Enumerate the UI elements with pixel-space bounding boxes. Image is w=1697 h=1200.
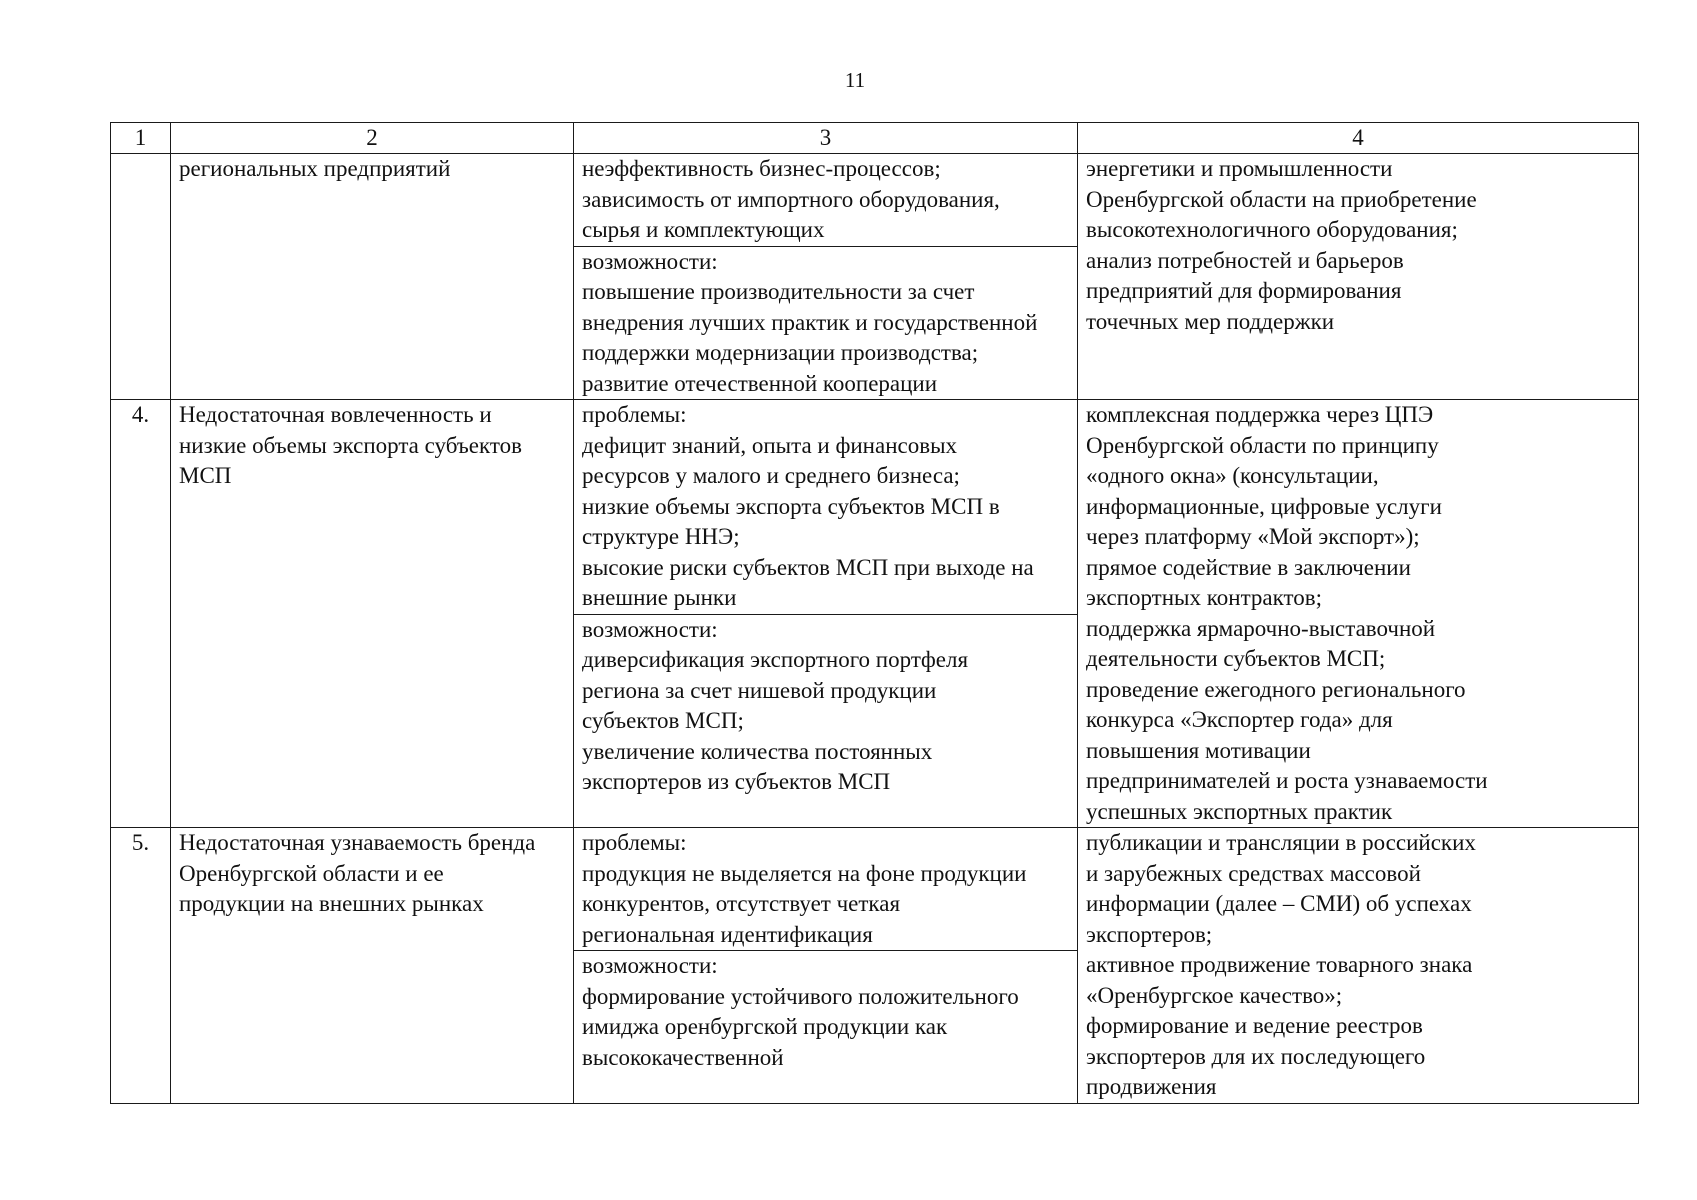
opportunities-line: увеличение количества постоянных bbox=[582, 738, 933, 764]
problems-line: региональная идентификация bbox=[582, 921, 873, 947]
measures-line: «Оренбургское качество»; bbox=[1086, 982, 1343, 1008]
title-line: региональных предприятий bbox=[179, 156, 451, 181]
header-col-1: 1 bbox=[111, 123, 171, 154]
measures-line: точечных мер поддержки bbox=[1086, 308, 1335, 334]
opportunities-line: региона за счет нишевой продукции bbox=[582, 677, 937, 703]
row-number-cell: 5. bbox=[111, 828, 171, 1104]
problems-line: неэффективность бизнес-процессов; bbox=[582, 156, 941, 181]
problems-line: конкурентов, отсутствует четкая bbox=[582, 891, 901, 916]
problems-line: проблемы: bbox=[582, 402, 687, 427]
opportunities-line: высококачественной bbox=[582, 1044, 784, 1070]
measures-table bbox=[110, 122, 1639, 1104]
measures-line: продвижения bbox=[1086, 1074, 1217, 1099]
measures-line: энергетики и промышленности bbox=[1086, 156, 1393, 181]
measures-line: проведение ежегодного регионального bbox=[1086, 676, 1466, 702]
opportunities-line: имиджа оренбургской продукции как bbox=[582, 1014, 948, 1039]
measures-line: предпринимателей и роста узнаваемости bbox=[1086, 768, 1488, 793]
title-line: низкие объемы экспорта субъектов bbox=[179, 432, 522, 458]
problems-opportunities-cell bbox=[574, 154, 1078, 400]
opportunities-line: возможности: bbox=[582, 616, 718, 642]
problems-block bbox=[574, 828, 1077, 950]
opportunities-line: возможности: bbox=[582, 953, 718, 978]
problems-line: высокие риски субъектов МСП при выходе на bbox=[582, 554, 1034, 580]
measures-line: активное продвижение товарного знака bbox=[1086, 952, 1473, 977]
row-number-cell bbox=[111, 154, 171, 400]
opportunities-line: поддержки модернизации производства; bbox=[582, 340, 979, 365]
problems-line: проблемы: bbox=[582, 830, 687, 855]
measures-line: через платформу «Мой экспорт»); bbox=[1086, 524, 1420, 549]
title-line: Недостаточная узнаваемость бренда bbox=[179, 830, 536, 855]
title-line: Оренбургской области и ее bbox=[179, 860, 444, 886]
title-line: МСП bbox=[179, 463, 232, 488]
opportunities-line: формирование устойчивого положительного bbox=[582, 983, 1019, 1009]
problems-line: ресурсов у малого и среднего бизнеса; bbox=[582, 463, 960, 488]
row-title-cell bbox=[171, 828, 574, 1104]
measures-line: публикации и трансляции в российских bbox=[1086, 830, 1476, 855]
measures-line: экспортеров; bbox=[1086, 921, 1213, 947]
measures-line: Оренбургской области на приобретение bbox=[1086, 186, 1477, 212]
measures-line: деятельности субъектов МСП; bbox=[1086, 646, 1386, 671]
row-title-cell bbox=[171, 400, 574, 828]
opportunities-line: диверсификация экспортного портфеля bbox=[582, 647, 969, 672]
header-col-2: 2 bbox=[171, 123, 574, 154]
title-line: продукции на внешних рынках bbox=[179, 891, 484, 916]
measures-line: Оренбургской области по принципу bbox=[1086, 432, 1439, 458]
opportunities-block bbox=[574, 950, 1077, 1073]
measures-line: информационные, цифровые услуги bbox=[1086, 493, 1442, 519]
measures-line: экспортных контрактов; bbox=[1086, 585, 1322, 610]
table-row bbox=[111, 828, 1639, 1104]
problems-opportunities-cell bbox=[574, 828, 1078, 1104]
problems-line: структуре ННЭ; bbox=[582, 524, 740, 549]
title-line: Недостаточная вовлеченность и bbox=[179, 402, 492, 427]
measures-cell bbox=[1078, 154, 1639, 400]
page-number: 11 bbox=[844, 68, 866, 92]
measures-line: экспортеров для их последующего bbox=[1086, 1043, 1426, 1069]
measures-line: анализ потребностей и барьеров bbox=[1086, 247, 1404, 273]
problems-line: дефицит знаний, опыта и финансовых bbox=[582, 432, 958, 458]
opportunities-line: экспортеров из субъектов МСП bbox=[582, 769, 891, 794]
problems-opportunities-cell bbox=[574, 400, 1078, 828]
measures-line: информации (далее – СМИ) об успехах bbox=[1086, 891, 1472, 916]
measures-cell bbox=[1078, 828, 1639, 1104]
problems-line: внешние рынки bbox=[582, 585, 737, 610]
problems-line: низкие объемы экспорта субъектов МСП в bbox=[582, 493, 1000, 519]
opportunities-line: развитие отечественной кооперации bbox=[582, 370, 938, 396]
measures-cell bbox=[1078, 400, 1639, 828]
opportunities-line: субъектов МСП; bbox=[582, 708, 744, 733]
opportunities-line: возможности: bbox=[582, 248, 718, 274]
problems-block bbox=[574, 154, 1077, 246]
opportunities-block bbox=[574, 614, 1077, 798]
row-number-cell: 4. bbox=[111, 400, 171, 828]
table-row bbox=[111, 400, 1639, 828]
opportunities-line: внедрения лучших практик и государственной bbox=[582, 309, 1038, 335]
problems-line: сырья и комплектующих bbox=[582, 217, 825, 242]
measures-line: успешных экспортных практик bbox=[1086, 798, 1393, 824]
measures-line: прямое содействие в заключении bbox=[1086, 554, 1411, 580]
header-col-4: 4 bbox=[1078, 123, 1639, 154]
opportunities-line: повышение производительности за счет bbox=[582, 279, 975, 304]
measures-line: конкурса «Экспортер года» для bbox=[1086, 707, 1393, 732]
problems-line: зависимость от импортного оборудования, bbox=[582, 186, 1000, 212]
problems-block bbox=[574, 400, 1077, 614]
problems-line: продукция не выделяется на фоне продукции bbox=[582, 860, 1027, 886]
table-row bbox=[111, 154, 1639, 400]
measures-line: «одного окна» (консультации, bbox=[1086, 463, 1379, 488]
measures-line: комплексная поддержка через ЦПЭ bbox=[1086, 402, 1434, 427]
opportunities-block bbox=[574, 246, 1077, 400]
header-col-3: 3 bbox=[574, 123, 1078, 154]
measures-line: и зарубежных средствах массовой bbox=[1086, 860, 1421, 886]
row-title-cell bbox=[171, 154, 574, 400]
measures-line: высокотехнологичного оборудования; bbox=[1086, 217, 1458, 242]
table-header-row bbox=[111, 123, 1639, 154]
measures-line: поддержка ярмарочно-выставочной bbox=[1086, 615, 1436, 641]
measures-line: предприятий для формирования bbox=[1086, 278, 1402, 303]
measures-line: формирование и ведение реестров bbox=[1086, 1013, 1423, 1038]
measures-line: повышения мотивации bbox=[1086, 737, 1311, 763]
